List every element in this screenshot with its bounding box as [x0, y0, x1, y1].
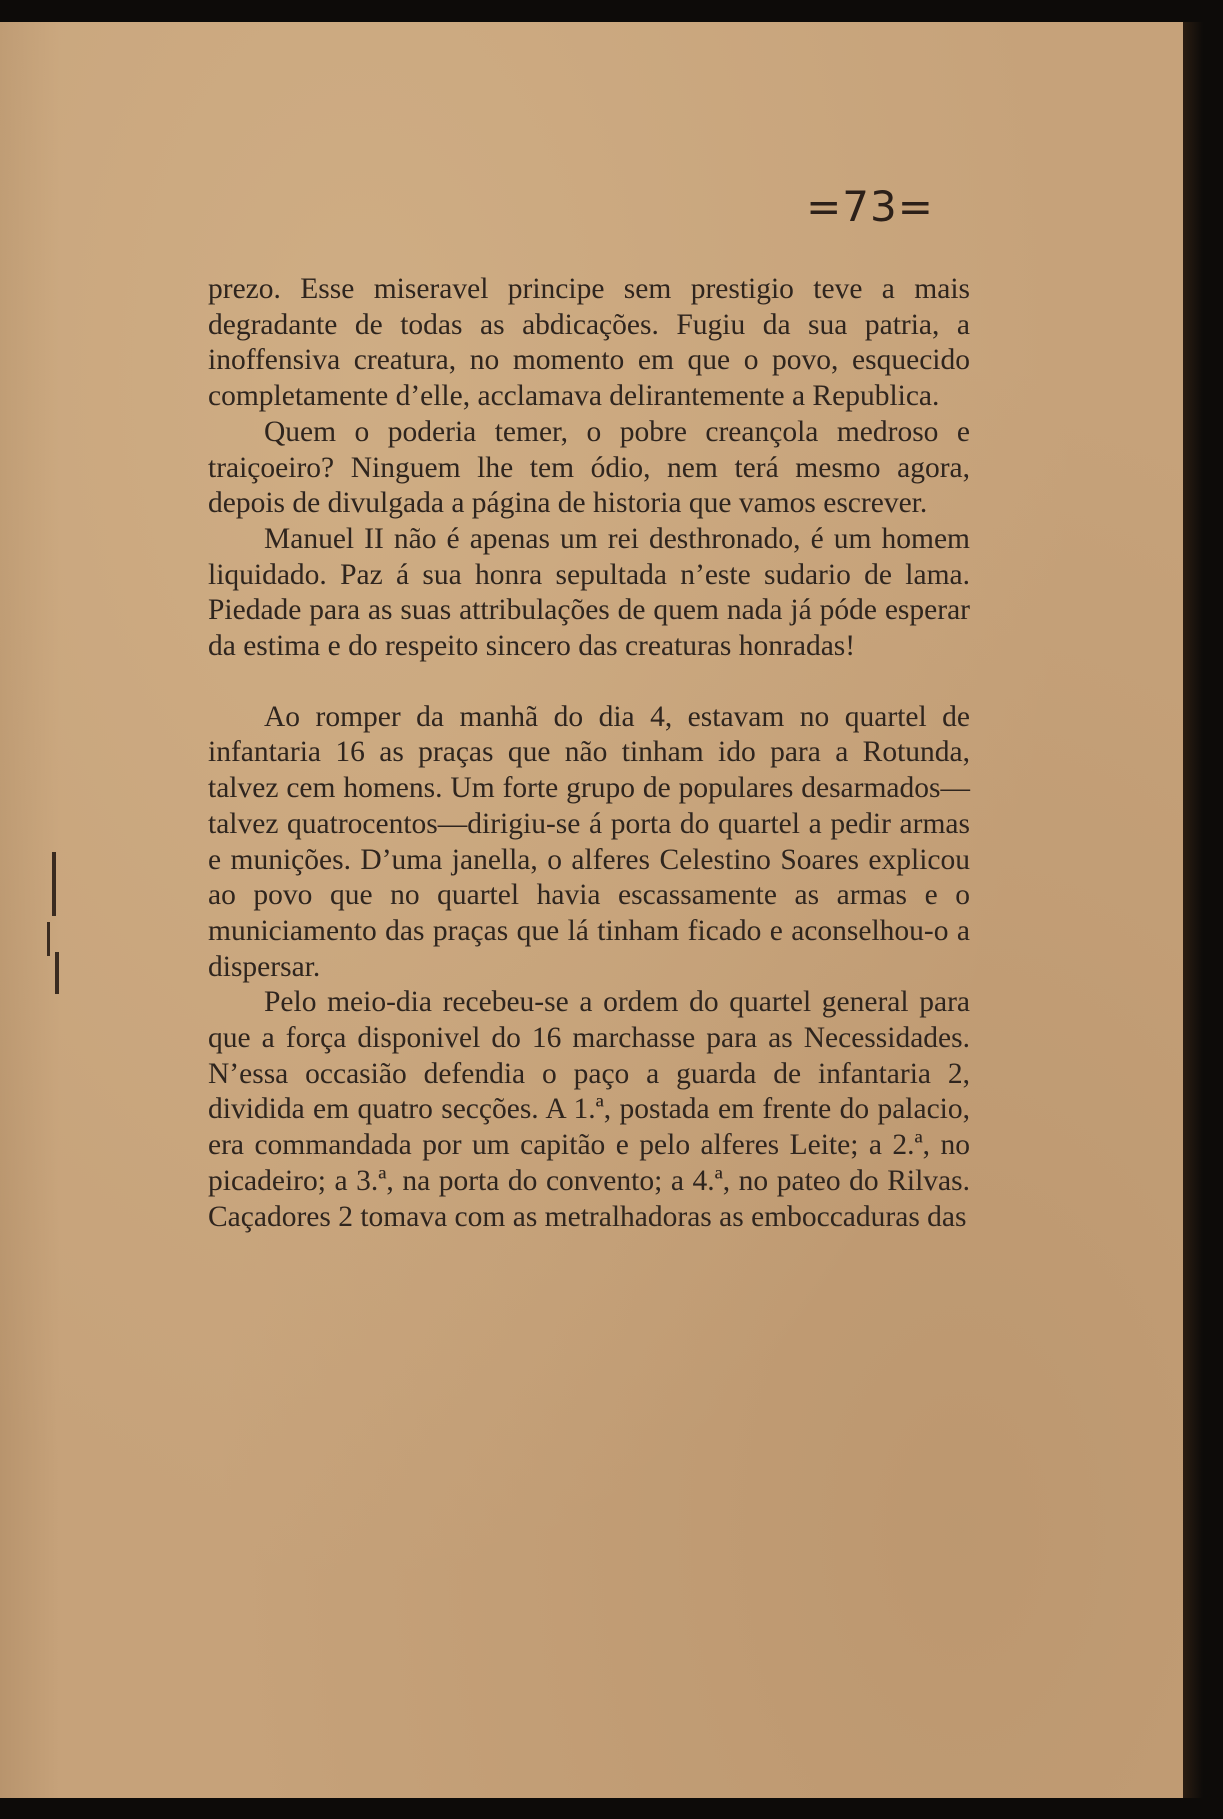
- paragraph: Quem o poderia temer, o pobre creançola medroso e traiçoeiro? Ninguem lhe tem ódio, nem terá mesmo agora, depois de divulgada a página de historia que vamos escrever.: [208, 415, 970, 520]
- book-page: [0, 22, 1203, 1798]
- paragraph: Ao romper da manhã do dia 4, estavam no quartel de infantaria 16 as praças que não tinham ido para a Rotunda, talvez cem homens. Um forte grupo de populares desarmados—talvez quatrocentos—dirigiu-se á porta do quartel a pedir armas e munições. D’uma janella, o alferes Celestino Soares explicou ao povo que no quartel havia escassamente as armas e o municiamento das praças que lá tinham ficado e aconselhou-o a dispersar.: [208, 700, 970, 983]
- page-edge: [1183, 22, 1203, 1798]
- margin-mark: [55, 952, 59, 994]
- margin-mark: [52, 852, 56, 916]
- paragraph: Pelo meio-dia recebeu-se a ordem do quartel general para que a força disponivel do 16 marchasse para as Necessidades. N’essa occasião defendia o paço a guarda de infantaria 2, dividida em quatro secções. A 1.ª, postada em frente do palacio, era commandada por um capitão e pelo alferes Leite; a 2.ª, no picadeiro; a 3.ª, na porta do convento; a 4.ª, no pateo do Rilvas. Caçadores 2 tomava com as metralhadoras as emboccaduras das: [208, 986, 970, 1233]
- margin-mark: [47, 922, 50, 956]
- scan-border: [0, 1799, 1223, 1819]
- page-number: =73=: [806, 182, 934, 231]
- paragraph: prezo. Esse miseravel principe sem prestigio teve a mais degradante de todas as abdicações. Fugiu da sua patria, a inoffensiva creatura, no momento em que o povo, esquecido completamente d’elle, acclamava delirantemente a Republica.: [208, 273, 970, 413]
- body-text: [208, 272, 970, 1235]
- paragraph: Manuel II não é apenas um rei desthronado, é um homem liquidado. Paz á sua honra sepultada n’este sudario de lama. Piedade para as suas attribulações de quem nada já póde esperar da estima e do respeito sincero das creaturas honradas!: [208, 522, 970, 663]
